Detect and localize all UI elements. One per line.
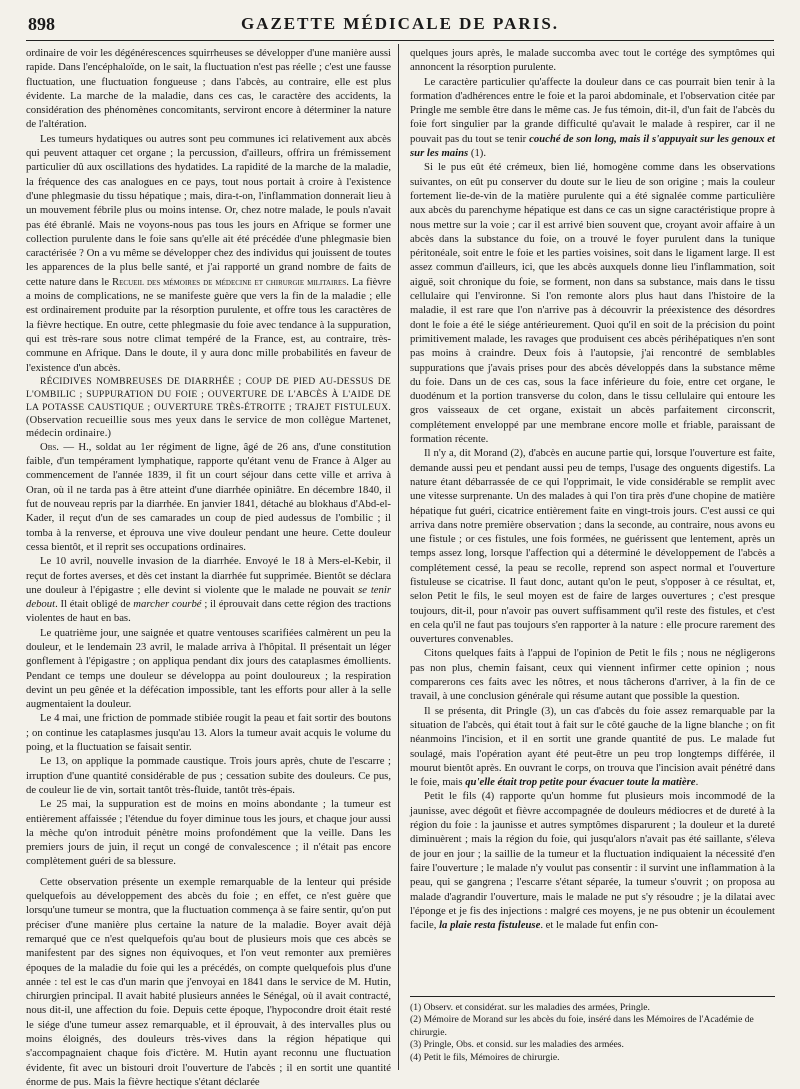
paragraph [410,75,775,161]
paragraph: Le quatrième jour, une saignée et quatre ventouses scarifiées calmèrent un peu la douleur, et le lendemain 23 avril, le malade arriva à l'hôpital. Il présentait un léger gonflement à l'épigastre ; on appliqua pendant dix jours des cataplasmes émollients. Pendant ce temps une douleur se développa au point douloureux ; la respiration devint un peu gênée et la défécation impossible, tant les efforts pour aller à la selle augmentaient la douleur. [26,626,391,711]
paragraph: Il n'y a, dit Morand (2), d'abcès en aucune partie qui, lorsque l'ouverture est faite, demande aussi peu et pendant aussi peu de temps, l'usage des onguents digestifs. La nature étant débarrassée de ce qui l'opprimait, le vide considérable se remplit avec une vitesse surprenante. Un des malades à qui l'on tira près d'une chopine de matière hépatique fut guéri, cicatrice entièrement faite en vingt-trois jours. C'est aussi ce qui arriva dans notre première observation ; dans la seconde, au contraire, nous avons eu une fistule ; or ces fistules, une fois formées, ne guérissent que lentement, après un temps assez long, lorsque l'affection qui a déterminé le développement de l'abcès a complétement cessé, la peau se recolle, reprend son aspect normal et l'ouverture fistuleuse se cicatrise. Il faut donc, autant qu'on le peut, s'opposer à ce résultat, et, selon Petit le fils, le seul moyen est de faire de larges ouvertures ; c'est presque toujours, dit-il, pour n'avoir pas ouvert suffisamment qu'il reste des fistules, et c'est en cela qu'il ne faut pas toujours s'en rapporter à la nature : elle procure rarement des ouvertures convenables. [410,447,775,646]
right-column [410,46,775,1006]
journal-title: GAZETTE MÉDICALE DE PARIS. [240,14,560,33]
paragraph: Le 25 mai, la suppuration est de moins en moins abondante ; la tumeur est entièrement affaissée ; l'étendue du foyer diminue tous les jours, et chaque jour aussi la mèche qu'on introduit pénètre moins profondément que la veille. Dans les premiers jours de juin, il reçut un congé de convalescence ; il n'était pas encore complètement guéri de sa blessure. [26,798,391,868]
paragraph [410,789,775,932]
text-run: ; il éprouvait dans cette région des tractions violentes de haut en bas. [26,598,391,625]
italic-run: marcher courbé [133,598,202,611]
left-column [26,46,391,1089]
footnote: (3) Pringle, Obs. et consid. sur les maladies des armées. [410,1039,624,1051]
header-rule [26,40,774,41]
footnote: (4) Petit le fils, Mémoires de chirurgie. [410,1051,560,1063]
observation-paragraph [26,440,391,554]
column-divider [398,44,399,1070]
page-number: 898 [28,14,55,34]
paragraph [26,554,391,625]
case-title [26,375,391,440]
paragraph: Citons quelques faits à l'appui de l'opinion de Petit le fils ; nous ne négligerons pas non plus, chemin faisant, ceux qui viennent infirmer cette opinion ; nous comparerons ces faits avec les nôtres, et nous tâcherons d'arriver, à la fin de ce travail, à une conclusion générale qui résume autant que possible la question. [410,647,775,703]
text-run: Le 10 avril, nouvelle invasion de la diarrhée. Envoyé le 18 à Mers-el-Kebir, il reçut de fortes averses, et dès cet instant la diarrhée fut supprimée. Bientôt se déclara une douleur à l'épigastre ; elle devint si violente que le malade ne pouvait [26,555,391,596]
paragraph: ordinaire de voir les dégénérescences squirrheuses se développer d'une manière aussi rapide. Dans l'encéphaloïde, on le sait, la fluctuation n'est pas réelle ; c'est une fausse fluctuation, une fluctuation fongueuse ; dans l'abcès, au contraire, elle est plus évidente. La marche de la maladie, dans ces cas, le caractère des accidents, la considération des phénomènes concomitants, serviront encore à déterminer la nature de l'altération. [26,47,391,131]
text-run: . Il était obligé de [55,598,131,611]
case-title-text: RÉCIDIVES NOMBREUSES DE DIARRHÉE ; COUP DE PIED AU-DESSUS DE L'OMBILIC ; SUPPURATION DU FOIE ; OUVERTURE DE L'ABCÈS À L'AIDE DE LA POTASSE CAUSTIQUE ; OUVERTURE TRÈS-ÉTROITE ; TRAJET FISTULEUX. [26,375,391,413]
paragraph [26,132,391,375]
page-header [26,14,774,36]
observation-label: Obs. — H., [40,440,92,453]
italic-run: la plaie resta fistuleuse [439,919,541,932]
paragraph: Si le pus eût été crémeux, bien lié, homogène comme dans les observations suivantes, on eût pu conserver du doute sur le lieu de son origine ; mais la couleur fortement lie-de-vin de la matière purulente qui a été signalée comme particulière aux abcès du parenchyme hépatique est dans ce cas un signe caractéristique propre à nous mettre sur la voie ; car il est arrivé bien souvent que, croyant avoir affaire à un abcès dans la substance du foie, on a trouvé le foyer purulent dans la tunique péritonéale, soit entre le foie et les parties voisines, soit dans le ligament large. Il est assez commun d'ailleurs, ici, que les abcès auxquels donne lieu l'inflammation, soit aiguë, soit chronique du foie, se forment, non dans sa substance, mais dans le tissu cellulaire qui l'environne. Si l'on remonte alors plus haut dans l'histoire de la maladie, il est rare que l'on n'arrive pas à découvrir la préexistence des désordres dont le foie a été le siége antérieurement. Quoi qu'il en soit de la précision du point primitivement malade, les ravages que produisent ces abcès périhépatiques n'en sont pas moins à craindre. Deux fois à l'autopsie, j'ai rencontré de semblables suppurations que j'avais prises pour des abcès développés dans la substance même du foie. Dans un de ces cas, sous la face inférieure du foie, entre cet organe, le duodénum et la portion transverse du colon, dans le tissu cellulaire qui entoure les gros vaisseaux de cet organe, existait un abcès parfaitement circonscrit, complétement enveloppé par une membrane encore molle et friable, paraissant de formation récente. [410,161,775,446]
text-run: Le caractère particulier qu'affecte la douleur dans ce cas pourrait bien tenir à la formation d'adhérences entre le foie et la paroi abdominale, et l'observation citée par Pringle me semble être dans le même cas. Je fus témoin, dit-il, d'un fait de l'abcès du foie fort singulier par la grande difficulté qu'avait le malade à respirer, car il ne pouvait pas du tout se tenir [410,75,775,145]
journal-reference: Recueil des mémoires de médecine et chirurgie militaires [112,275,347,288]
text-run: . et le malade fut enfin con- [540,919,659,932]
footnote: (2) Mémoire de Morand sur les abcès du foie, inséré dans les Mémoires de l'Académie de chirurgie. [410,1014,754,1038]
italic-run: se tenir debout [26,583,391,611]
paragraph: Cette observation présente un exemple remarquable de la lenteur qui préside quelquefois au développement des abcès du foie ; en effet, ce n'est guère que lorsqu'une tumeur se montra, que la fluctuation commença à se faire sentir, qu'on put préciser d'une manière plus certaine la nature de la maladie. Boyer avait déjà remarqué que ce n'est quelquefois qu'au bout de plusieurs mois que ces abcès se manifestent par des signes non équivoques, et l'on veut remonter aux premières époques de la maladie du foie qui les a précédés, on compte quelquefois plus d'une année : tel est le cas d'un marin que j'envoyai en 1841 dans le service de M. Hutin, chirurgien principal. Il avait habité plusieurs années le Sénégal, où il avait contracté, nous dit-il, une affection du foie. Depuis cette époque, l'hypocondre droit était resté le siége d'une tumeur assez remarquable, et il éprouvait, à des intervalles plus ou moins éloignés, des douleurs très-vives dans la région hépatique qui s'accompagnaient chaque fois d'ictère. M. Hutin ayant reconnu une fluctuation évidente, fit avec un bistouri droit l'ouverture de l'abcès ; il en sortit une quantité énorme de pus. Mais la fièvre hectique s'étant déclarée [26,875,391,1088]
text-run: Il se présenta, dit Pringle (3), un cas d'abcès du foie assez remarquable par la situation de l'abcès, qui était tout à fait sur le côté gauche de la ligne blanche ; on fit néanmoins l'incision, et il en sortit une grande quantité de pus. Le malade fut soulagé, mais l'opération ayant été peut-être un peu trop longtemps différée, il mourut bientôt après. En ouvrant le corps, on trouva que l'incision avait pénétré dans le foie, mais [410,704,775,789]
italic-run: couché de son long, mais il s'appuyait sur les genoux et sur les mains [410,132,775,160]
text-run: (1). [470,147,487,160]
text-run: Les tumeurs hydatiques ou autres sont peu communes ici relativement aux abcès qui peuvent attaquer cet organe ; la percussion, d'ailleurs, offrira un frémissement particulier dû aux oscillations des hydatides. La rapidité de la marche de la maladie, la fréquence des cas analogues en ce pays, tout nous portait à croire à l'existence d'une phlegmasie du tissu hépatique ; mais, dira-t-on, l'inflammation donnerait lieu à un mouvement fébrile plus ou moins intense. Or, chez notre malade, le pouls n'avait pas été ébranlé. Mais ne voyons-nous pas tous les jours en Afrique se former une collection purulente dans le foie sans qu'elle ait été précédée d'une phlegmasie bien caractérisée ? On a vu même se développer chez des individus qui jouissent de toutes les apparences de la plus belle santé, et j'ai rapporté un grand nombre de faits de cette nature dans le [26,132,391,288]
paragraph: Le 13, on applique la pommade caustique. Trois jours après, chute de l'escarre ; irruption d'une quantité considérable de pus ; cessation subite des douleurs. Ce pus, de couleur lie de vin, sortait tantôt très-fluide, tantôt très-épais. [26,755,391,796]
case-title-source: (Observation recueillie sous mes yeux dans le service de mon collègue Martenet, médecin ordinaire.) [26,414,391,439]
text-run: soldat au 1er régiment de ligne, âgé de 26 ans, d'une constitution faible, d'un tempérament lymphatique, rapporte qu'étant venu de France à Alger au commencement de l'année 1839, il fit un court séjour dans cette ville et arriva à Oran, où il ne tarda pas à être atteint d'une diarrhée opiniâtre. En décembre 1840, il fut de nouveau repris par la diarrhée. En janvier 1841, détaché au blokhaus d'Abd-el-Kader, il reçut d'un de ses camarades un coup de pied audessus de l'ombilic ; il tomba à la renverse, et éprouva une vive douleur pendant une heure. Cette douleur cessa bientôt, et il reprit ses occupations ordinaires. [26,440,391,553]
italic-run: qu'elle était trop petite pour évacuer toute la matière [465,776,696,789]
paragraph [410,704,775,790]
text-run: . [695,776,699,789]
paragraph: Le 4 mai, une friction de pommade stibiée rougit la peau et fait sortir des boutons ; on continue les cataplasmes jusqu'au 13. Alors la tumeur avait acquis le volume du poing, et la fluctuation se faisait sentir. [26,712,391,754]
text-run: . La fièvre a moins de complications, ne se manifeste guère que vers la fin de la maladie ; elle est ordinairement produite par la résorption purulente, et offre tous les caractères de la fièvre hectique. En outre, cette phlegmasie du foie avec tendance à la suppuration, qui est très-rare sous notre climat tempéré de la France, est, au contraire, très-commune en Afrique. Dans le doute, il y aura donc mille probabilités en faveur de l'existence d'un abcès. [26,275,391,374]
paragraph: quelques jours après, le malade succomba avec tout le cortége des symptômes qui annoncent la résorption purulente. [410,47,775,74]
text-run: Petit le fils (4) rapporte qu'un homme fut plusieurs mois incommodé de la jaunisse, avec dégoût et fièvre accompagnée de douleurs médiocres et de dureté à la région du foie : la jaunisse et autres symptômes disparurent ; la douleur et la dureté diminuèrent ; mais la région du foie, qui jusqu'alors n'avait pas été saillante, s'éleva de jour en jour ; la saillie de la tumeur et la fluctuation indiquaient la nécessité d'en faire l'ouverture ; le malade n'y voulut pas consentir : il survint une inflammation à la peau, qui se gangrena ; l'escarre s'étant séparée, la tumeur s'ouvrit ; on proposa au malade d'agrandir l'ouverture, mais le malade ne put s'y résoudre ; je la dilatai avec l'éponge et je fis des injections : malgré ces moyens, je ne pus obtenir un écoulement facile, [410,790,775,932]
footnotes [410,996,775,1064]
footnote: (1) Observ. et considérat. sur les maladies des armées, Pringle. [410,1002,650,1013]
